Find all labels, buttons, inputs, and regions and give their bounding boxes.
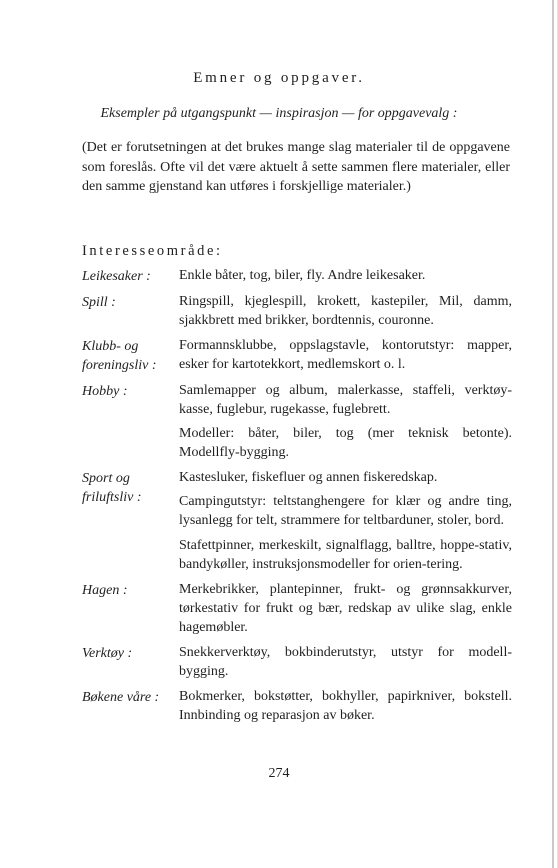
- page-subtitle: Eksempler på utgangspunkt — inspirasjon — for oppgavevalg :: [100, 106, 458, 121]
- entry-body: [179, 580, 512, 637]
- entry-row: [82, 381, 512, 462]
- entry-row: [82, 687, 512, 725]
- entry-label: Klubb- og foreningsliv :: [82, 339, 157, 373]
- entry-paragraph: Samlemapper og album, malerkasse, staffeli, verktøy-kasse, fuglebur, rugekasse, fuglebrett.: [179, 383, 512, 417]
- entry-body: [179, 687, 512, 725]
- entry-row: [82, 643, 512, 681]
- entry-label: Sport og friluftsliv :: [82, 471, 142, 505]
- entry-label: Hagen :: [82, 583, 128, 598]
- page-title: Emner og oppgaver.: [193, 70, 365, 86]
- entry-body: [179, 336, 512, 375]
- intro-paragraph: (Det er forutsetningen at det brukes mange slag materialer til de oppgavene som foreslås. Ofte vil det være aktuelt å sette sammen flere materialer, eller den samme gjenstand kan utføres i forskjellige materialer.): [82, 140, 510, 194]
- entry-row: [82, 336, 512, 375]
- entry-label: Spill :: [82, 295, 116, 310]
- entry-paragraph: Modeller: båter, biler, tog (mer teknisk betonte). Modellfly-bygging.: [179, 426, 512, 460]
- entry-body: [179, 266, 512, 286]
- entry-row: [82, 580, 512, 637]
- page-number: 274: [268, 766, 290, 781]
- entry-row: [82, 292, 512, 330]
- entry-paragraph: Stafettpinner, merkeskilt, signalflagg, balltre, hoppe-stativ, bandykøller, instruksjonsmodeller for orien-tering.: [179, 538, 512, 572]
- entry-body: [179, 381, 512, 462]
- entry-paragraph: Formannsklubbe, oppslagstavle, kontorutstyr: mapper, esker for kartotekkort, medlemskort o. l.: [179, 338, 512, 372]
- entry-paragraph: Snekkerverktøy, bokbinderutstyr, utstyr for modell-bygging.: [179, 645, 512, 679]
- entry-label: Leikesaker :: [82, 269, 151, 284]
- entry-body: [179, 468, 512, 574]
- page-edge: [552, 0, 554, 868]
- entry-paragraph: Merkebrikker, plantepinner, frukt- og grønnsakkurver, tørkestativ for frukt og bær, redskap av ulike slag, enkle hagemøbler.: [179, 582, 512, 635]
- entry-paragraph: Enkle båter, tog, biler, fly. Andre leikesaker.: [179, 268, 426, 283]
- entry-label: Bøkene våre :: [82, 690, 160, 705]
- entry-label: Hobby :: [82, 384, 128, 399]
- entry-row: [82, 468, 512, 574]
- section-heading: Interesseområde:: [82, 243, 223, 259]
- entry-row: [82, 266, 512, 286]
- entry-body: [179, 643, 512, 681]
- entry-list: [82, 266, 512, 725]
- entry-paragraph: Campingutstyr: teltstanghengere for klær og andre ting, lysanlegg for telt, strammere for teltbarduner, stoler, bord.: [179, 494, 512, 528]
- entry-paragraph: Ringspill, kjeglespill, krokett, kastepiler, Mil, damm, sjakkbrett med brikker, bordtennis, couronne.: [179, 294, 512, 328]
- entry-body: [179, 292, 512, 330]
- entry-paragraph: Bokmerker, bokstøtter, bokhyller, papirkniver, bokstell. Innbinding og reparasjon av bøker.: [179, 689, 512, 723]
- entry-paragraph: Kastesluker, fiskefluer og annen fiskeredskap.: [179, 470, 438, 485]
- entry-label: Verktøy :: [82, 646, 133, 661]
